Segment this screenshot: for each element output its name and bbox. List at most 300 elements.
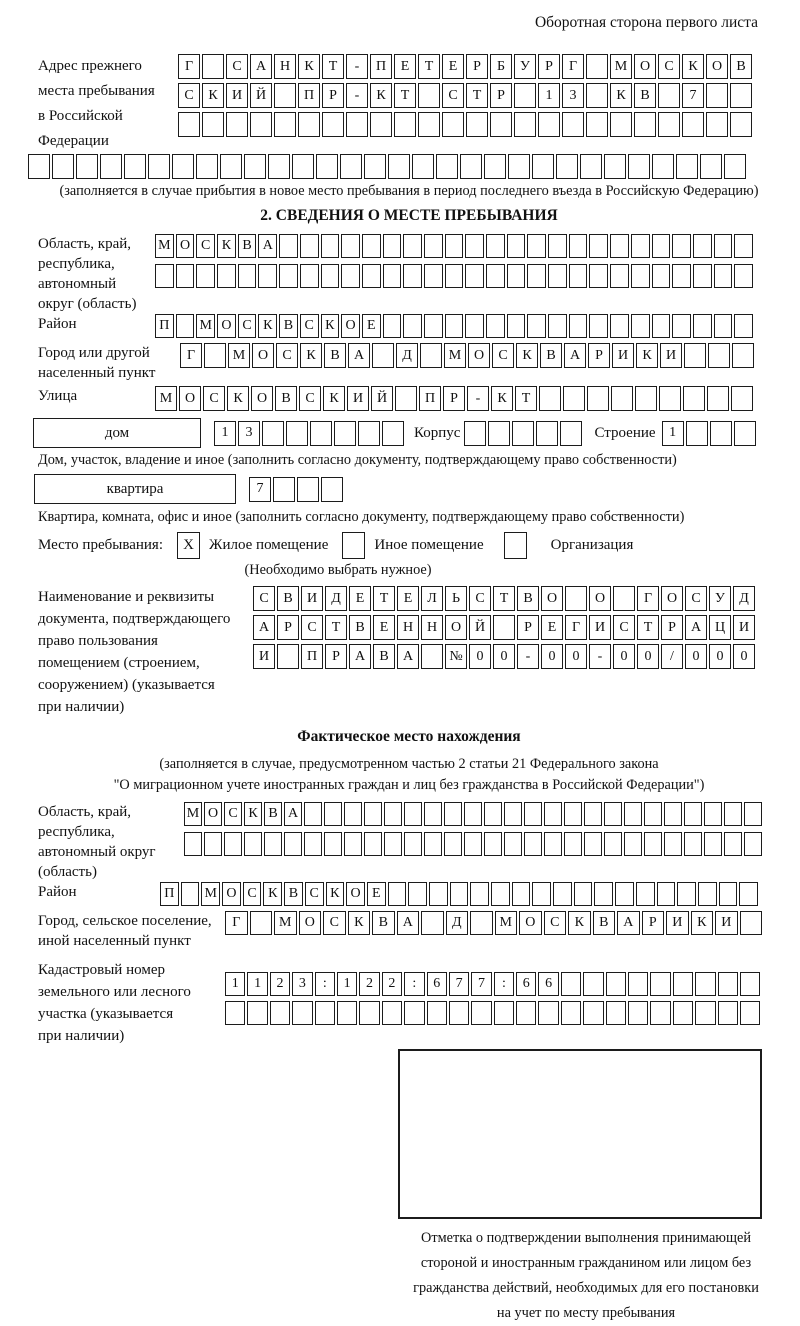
char-box[interactable]: О <box>541 586 563 611</box>
char-box[interactable] <box>196 154 218 179</box>
char-box[interactable] <box>652 314 671 338</box>
char-box[interactable] <box>659 386 681 411</box>
char-box[interactable] <box>488 421 510 446</box>
char-box[interactable]: Д <box>396 343 418 368</box>
char-box[interactable] <box>610 264 629 288</box>
char-box[interactable] <box>274 112 296 137</box>
char-box[interactable] <box>710 421 732 446</box>
char-box[interactable]: С <box>658 54 680 79</box>
char-box[interactable] <box>538 112 560 137</box>
char-box[interactable]: О <box>445 615 467 640</box>
char-box[interactable]: 6 <box>516 972 536 996</box>
char-box[interactable] <box>574 882 593 906</box>
char-box[interactable] <box>673 972 693 996</box>
char-box[interactable]: - <box>589 644 611 669</box>
char-box[interactable]: М <box>274 911 297 935</box>
char-box[interactable] <box>644 802 662 826</box>
char-box[interactable] <box>28 154 50 179</box>
char-box[interactable]: 6 <box>427 972 447 996</box>
char-box[interactable]: С <box>196 234 215 258</box>
char-box[interactable]: Г <box>180 343 202 368</box>
char-box[interactable]: С <box>238 314 257 338</box>
char-box[interactable] <box>624 832 642 856</box>
char-box[interactable] <box>124 154 146 179</box>
char-box[interactable] <box>631 234 650 258</box>
char-box[interactable] <box>610 314 629 338</box>
char-box[interactable] <box>470 882 489 906</box>
char-box[interactable] <box>707 386 729 411</box>
char-box[interactable]: О <box>468 343 490 368</box>
char-box[interactable] <box>604 832 622 856</box>
char-box[interactable]: К <box>263 882 282 906</box>
char-box[interactable] <box>258 264 277 288</box>
char-box[interactable]: С <box>300 314 319 338</box>
char-box[interactable] <box>527 314 546 338</box>
char-box[interactable] <box>677 882 696 906</box>
char-box[interactable]: А <box>617 911 640 935</box>
char-box[interactable] <box>226 112 248 137</box>
char-box[interactable]: К <box>258 314 277 338</box>
char-box[interactable] <box>548 314 567 338</box>
char-box[interactable]: С <box>544 911 567 935</box>
char-box[interactable] <box>706 83 728 108</box>
char-box[interactable] <box>664 832 682 856</box>
char-box[interactable] <box>561 1001 581 1025</box>
char-box[interactable]: К <box>691 911 714 935</box>
char-box[interactable]: Е <box>349 586 371 611</box>
char-box[interactable]: С <box>685 586 707 611</box>
char-box[interactable] <box>494 1001 514 1025</box>
char-box[interactable]: В <box>324 343 346 368</box>
char-box[interactable]: В <box>372 911 395 935</box>
char-box[interactable]: 2 <box>382 972 402 996</box>
char-box[interactable]: Т <box>418 54 440 79</box>
char-box[interactable]: Г <box>637 586 659 611</box>
char-box[interactable] <box>217 264 236 288</box>
char-box[interactable] <box>465 264 484 288</box>
char-box[interactable] <box>652 234 671 258</box>
char-box[interactable] <box>388 882 407 906</box>
char-box[interactable]: 0 <box>541 644 563 669</box>
char-box[interactable] <box>404 832 422 856</box>
char-box[interactable]: В <box>279 314 298 338</box>
char-box[interactable] <box>225 1001 245 1025</box>
char-box[interactable]: Т <box>394 83 416 108</box>
char-box[interactable] <box>344 832 362 856</box>
char-box[interactable]: Е <box>397 586 419 611</box>
char-box[interactable]: И <box>715 911 738 935</box>
char-box[interactable] <box>274 83 296 108</box>
char-box[interactable] <box>449 1001 469 1025</box>
char-box[interactable] <box>606 1001 626 1025</box>
char-box[interactable]: Й <box>250 83 272 108</box>
char-box[interactable] <box>310 421 332 446</box>
char-box[interactable] <box>184 832 202 856</box>
char-box[interactable] <box>589 264 608 288</box>
char-box[interactable]: В <box>264 802 282 826</box>
char-box[interactable]: А <box>397 644 419 669</box>
char-box[interactable] <box>315 1001 335 1025</box>
char-box[interactable] <box>695 1001 715 1025</box>
char-box[interactable] <box>176 314 195 338</box>
char-box[interactable] <box>658 83 680 108</box>
char-box[interactable]: О <box>346 882 365 906</box>
char-box[interactable] <box>321 477 343 502</box>
char-box[interactable]: В <box>634 83 656 108</box>
char-box[interactable]: П <box>298 83 320 108</box>
char-box[interactable]: М <box>155 386 177 411</box>
char-box[interactable]: У <box>709 586 731 611</box>
char-box[interactable]: С <box>226 54 248 79</box>
char-box[interactable] <box>504 832 522 856</box>
char-box[interactable]: О <box>634 54 656 79</box>
char-box[interactable]: К <box>326 882 345 906</box>
char-box[interactable] <box>508 154 530 179</box>
char-box[interactable]: С <box>243 882 262 906</box>
char-box[interactable]: П <box>419 386 441 411</box>
char-box[interactable]: - <box>517 644 539 669</box>
char-box[interactable]: - <box>346 83 368 108</box>
char-box[interactable]: - <box>467 386 489 411</box>
char-box[interactable] <box>388 154 410 179</box>
char-box[interactable] <box>524 802 542 826</box>
char-box[interactable] <box>76 154 98 179</box>
char-box[interactable]: : <box>404 972 424 996</box>
char-box[interactable] <box>484 832 502 856</box>
char-box[interactable] <box>631 264 650 288</box>
char-box[interactable]: О <box>706 54 728 79</box>
char-box[interactable] <box>404 802 422 826</box>
char-box[interactable] <box>418 112 440 137</box>
char-box[interactable] <box>421 644 443 669</box>
char-box[interactable] <box>436 154 458 179</box>
char-box[interactable] <box>634 112 656 137</box>
char-box[interactable] <box>556 154 578 179</box>
char-box[interactable] <box>682 112 704 137</box>
char-box[interactable]: П <box>160 882 179 906</box>
char-box[interactable] <box>740 972 760 996</box>
char-box[interactable]: Е <box>362 314 381 338</box>
char-box[interactable]: 7 <box>449 972 469 996</box>
char-box[interactable]: № <box>445 644 467 669</box>
char-box[interactable]: 6 <box>538 972 558 996</box>
char-box[interactable] <box>739 882 758 906</box>
char-box[interactable] <box>304 832 322 856</box>
char-box[interactable] <box>610 234 629 258</box>
char-box[interactable] <box>340 154 362 179</box>
char-box[interactable] <box>732 343 754 368</box>
char-box[interactable] <box>465 314 484 338</box>
char-box[interactable]: 1 <box>225 972 245 996</box>
char-box[interactable] <box>684 343 706 368</box>
char-box[interactable] <box>382 421 404 446</box>
char-box[interactable] <box>444 832 462 856</box>
char-box[interactable] <box>344 802 362 826</box>
char-box[interactable] <box>683 386 705 411</box>
char-box[interactable]: И <box>660 343 682 368</box>
char-box[interactable]: С <box>469 586 491 611</box>
char-box[interactable] <box>507 234 526 258</box>
char-box[interactable] <box>450 882 469 906</box>
char-box[interactable]: 0 <box>493 644 515 669</box>
char-box[interactable]: К <box>682 54 704 79</box>
char-box[interactable]: К <box>491 386 513 411</box>
char-box[interactable] <box>586 83 608 108</box>
char-box[interactable]: С <box>276 343 298 368</box>
char-box[interactable] <box>744 802 762 826</box>
char-box[interactable]: 0 <box>469 644 491 669</box>
char-box[interactable]: 1 <box>337 972 357 996</box>
char-box[interactable] <box>611 386 633 411</box>
char-box[interactable]: Г <box>178 54 200 79</box>
char-box[interactable] <box>698 882 717 906</box>
char-box[interactable] <box>604 802 622 826</box>
char-box[interactable] <box>514 83 536 108</box>
char-box[interactable] <box>324 802 342 826</box>
char-box[interactable]: М <box>228 343 250 368</box>
char-box[interactable] <box>604 154 626 179</box>
char-box[interactable]: К <box>244 802 262 826</box>
char-box[interactable] <box>628 972 648 996</box>
char-box[interactable] <box>424 802 442 826</box>
char-box[interactable]: Ь <box>445 586 467 611</box>
char-box[interactable] <box>714 264 733 288</box>
char-box[interactable]: К <box>227 386 249 411</box>
char-box[interactable] <box>484 802 502 826</box>
stay-type-checkbox-residential[interactable]: X <box>177 532 200 559</box>
char-box[interactable] <box>544 802 562 826</box>
char-box[interactable] <box>321 264 340 288</box>
char-box[interactable] <box>250 911 273 935</box>
char-box[interactable]: М <box>184 802 202 826</box>
char-box[interactable]: Т <box>373 586 395 611</box>
char-box[interactable] <box>284 832 302 856</box>
char-box[interactable]: Р <box>443 386 465 411</box>
char-box[interactable] <box>628 154 650 179</box>
char-box[interactable] <box>589 314 608 338</box>
char-box[interactable] <box>286 421 308 446</box>
char-box[interactable]: Р <box>538 54 560 79</box>
char-box[interactable]: А <box>284 802 302 826</box>
char-box[interactable]: 2 <box>359 972 379 996</box>
char-box[interactable] <box>273 477 295 502</box>
char-box[interactable]: П <box>370 54 392 79</box>
char-box[interactable]: О <box>217 314 236 338</box>
char-box[interactable] <box>403 314 422 338</box>
char-box[interactable]: 0 <box>685 644 707 669</box>
char-box[interactable]: М <box>201 882 220 906</box>
char-box[interactable]: Р <box>588 343 610 368</box>
char-box[interactable]: А <box>685 615 707 640</box>
char-box[interactable]: С <box>492 343 514 368</box>
char-box[interactable] <box>731 386 753 411</box>
char-box[interactable] <box>708 343 730 368</box>
char-box[interactable] <box>358 421 380 446</box>
char-box[interactable] <box>493 615 515 640</box>
char-box[interactable] <box>486 234 505 258</box>
char-box[interactable]: 3 <box>238 421 260 446</box>
char-box[interactable]: У <box>514 54 536 79</box>
char-box[interactable]: Е <box>367 882 386 906</box>
char-box[interactable] <box>516 1001 536 1025</box>
char-box[interactable]: В <box>540 343 562 368</box>
char-box[interactable]: О <box>519 911 542 935</box>
char-box[interactable] <box>564 802 582 826</box>
char-box[interactable] <box>196 264 215 288</box>
char-box[interactable]: И <box>347 386 369 411</box>
char-box[interactable]: С <box>442 83 464 108</box>
char-box[interactable] <box>695 972 715 996</box>
char-box[interactable] <box>486 314 505 338</box>
char-box[interactable]: П <box>301 644 323 669</box>
char-box[interactable]: О <box>179 386 201 411</box>
char-box[interactable]: 7 <box>249 477 271 502</box>
char-box[interactable]: Р <box>661 615 683 640</box>
char-box[interactable] <box>569 264 588 288</box>
char-box[interactable]: Л <box>421 586 443 611</box>
stay-type-checkbox-other[interactable] <box>342 532 365 559</box>
char-box[interactable] <box>693 314 712 338</box>
char-box[interactable]: О <box>222 882 241 906</box>
char-box[interactable] <box>644 832 662 856</box>
char-box[interactable]: Т <box>493 586 515 611</box>
char-box[interactable] <box>718 972 738 996</box>
char-box[interactable]: М <box>196 314 215 338</box>
char-box[interactable] <box>204 343 226 368</box>
char-box[interactable] <box>384 832 402 856</box>
char-box[interactable] <box>589 234 608 258</box>
char-box[interactable] <box>560 421 582 446</box>
char-box[interactable] <box>650 1001 670 1025</box>
char-box[interactable] <box>316 154 338 179</box>
char-box[interactable] <box>382 1001 402 1025</box>
char-box[interactable] <box>657 882 676 906</box>
char-box[interactable] <box>587 386 609 411</box>
char-box[interactable] <box>279 264 298 288</box>
char-box[interactable]: С <box>224 802 242 826</box>
char-box[interactable]: А <box>348 343 370 368</box>
char-box[interactable] <box>324 832 342 856</box>
char-box[interactable] <box>714 234 733 258</box>
char-box[interactable] <box>693 234 712 258</box>
char-box[interactable]: Ц <box>709 615 731 640</box>
char-box[interactable] <box>673 1001 693 1025</box>
char-box[interactable] <box>394 112 416 137</box>
char-box[interactable] <box>383 314 402 338</box>
char-box[interactable]: 0 <box>733 644 755 669</box>
char-box[interactable] <box>586 54 608 79</box>
char-box[interactable] <box>364 802 382 826</box>
char-box[interactable]: К <box>300 343 322 368</box>
char-box[interactable]: К <box>217 234 236 258</box>
char-box[interactable]: Г <box>562 54 584 79</box>
char-box[interactable] <box>372 343 394 368</box>
char-box[interactable] <box>268 154 290 179</box>
char-box[interactable] <box>504 802 522 826</box>
char-box[interactable] <box>569 314 588 338</box>
char-box[interactable] <box>548 234 567 258</box>
char-box[interactable] <box>442 112 464 137</box>
char-box[interactable] <box>202 54 224 79</box>
char-box[interactable]: 0 <box>637 644 659 669</box>
char-box[interactable] <box>444 802 462 826</box>
char-box[interactable]: 1 <box>662 421 684 446</box>
char-box[interactable]: П <box>155 314 174 338</box>
char-box[interactable]: О <box>299 911 322 935</box>
char-box[interactable] <box>270 1001 290 1025</box>
char-box[interactable]: С <box>299 386 321 411</box>
char-box[interactable] <box>606 972 626 996</box>
char-box[interactable] <box>734 264 753 288</box>
char-box[interactable] <box>395 386 417 411</box>
char-box[interactable] <box>427 1001 447 1025</box>
char-box[interactable]: Т <box>637 615 659 640</box>
char-box[interactable]: М <box>444 343 466 368</box>
char-box[interactable]: Н <box>421 615 443 640</box>
char-box[interactable] <box>364 154 386 179</box>
char-box[interactable]: О <box>252 343 274 368</box>
char-box[interactable] <box>706 112 728 137</box>
char-box[interactable]: К <box>323 386 345 411</box>
char-box[interactable]: 0 <box>565 644 587 669</box>
char-box[interactable]: Р <box>490 83 512 108</box>
char-box[interactable]: : <box>315 972 335 996</box>
char-box[interactable] <box>686 421 708 446</box>
char-box[interactable] <box>714 314 733 338</box>
char-box[interactable]: / <box>661 644 683 669</box>
char-box[interactable]: 3 <box>292 972 312 996</box>
char-box[interactable] <box>362 234 381 258</box>
char-box[interactable] <box>321 234 340 258</box>
char-box[interactable] <box>424 264 443 288</box>
char-box[interactable]: А <box>397 911 420 935</box>
char-box[interactable] <box>564 832 582 856</box>
char-box[interactable]: 0 <box>613 644 635 669</box>
char-box[interactable] <box>424 832 442 856</box>
char-box[interactable] <box>370 112 392 137</box>
char-box[interactable] <box>465 234 484 258</box>
char-box[interactable] <box>403 264 422 288</box>
char-box[interactable]: Р <box>325 644 347 669</box>
char-box[interactable] <box>548 264 567 288</box>
char-box[interactable] <box>279 234 298 258</box>
char-box[interactable]: С <box>323 911 346 935</box>
char-box[interactable]: В <box>349 615 371 640</box>
char-box[interactable] <box>636 882 655 906</box>
char-box[interactable] <box>220 154 242 179</box>
char-box[interactable] <box>359 1001 379 1025</box>
char-box[interactable] <box>238 264 257 288</box>
char-box[interactable] <box>676 154 698 179</box>
char-box[interactable] <box>724 802 742 826</box>
char-box[interactable]: - <box>346 54 368 79</box>
char-box[interactable]: О <box>204 802 222 826</box>
char-box[interactable]: И <box>612 343 634 368</box>
char-box[interactable] <box>672 264 691 288</box>
char-box[interactable] <box>424 314 443 338</box>
char-box[interactable] <box>561 972 581 996</box>
char-box[interactable] <box>403 234 422 258</box>
char-box[interactable] <box>624 802 642 826</box>
char-box[interactable]: Д <box>446 911 469 935</box>
char-box[interactable]: К <box>321 314 340 338</box>
char-box[interactable]: С <box>253 586 275 611</box>
char-box[interactable] <box>512 421 534 446</box>
char-box[interactable] <box>586 112 608 137</box>
char-box[interactable]: С <box>203 386 225 411</box>
char-box[interactable] <box>672 234 691 258</box>
char-box[interactable] <box>730 83 752 108</box>
